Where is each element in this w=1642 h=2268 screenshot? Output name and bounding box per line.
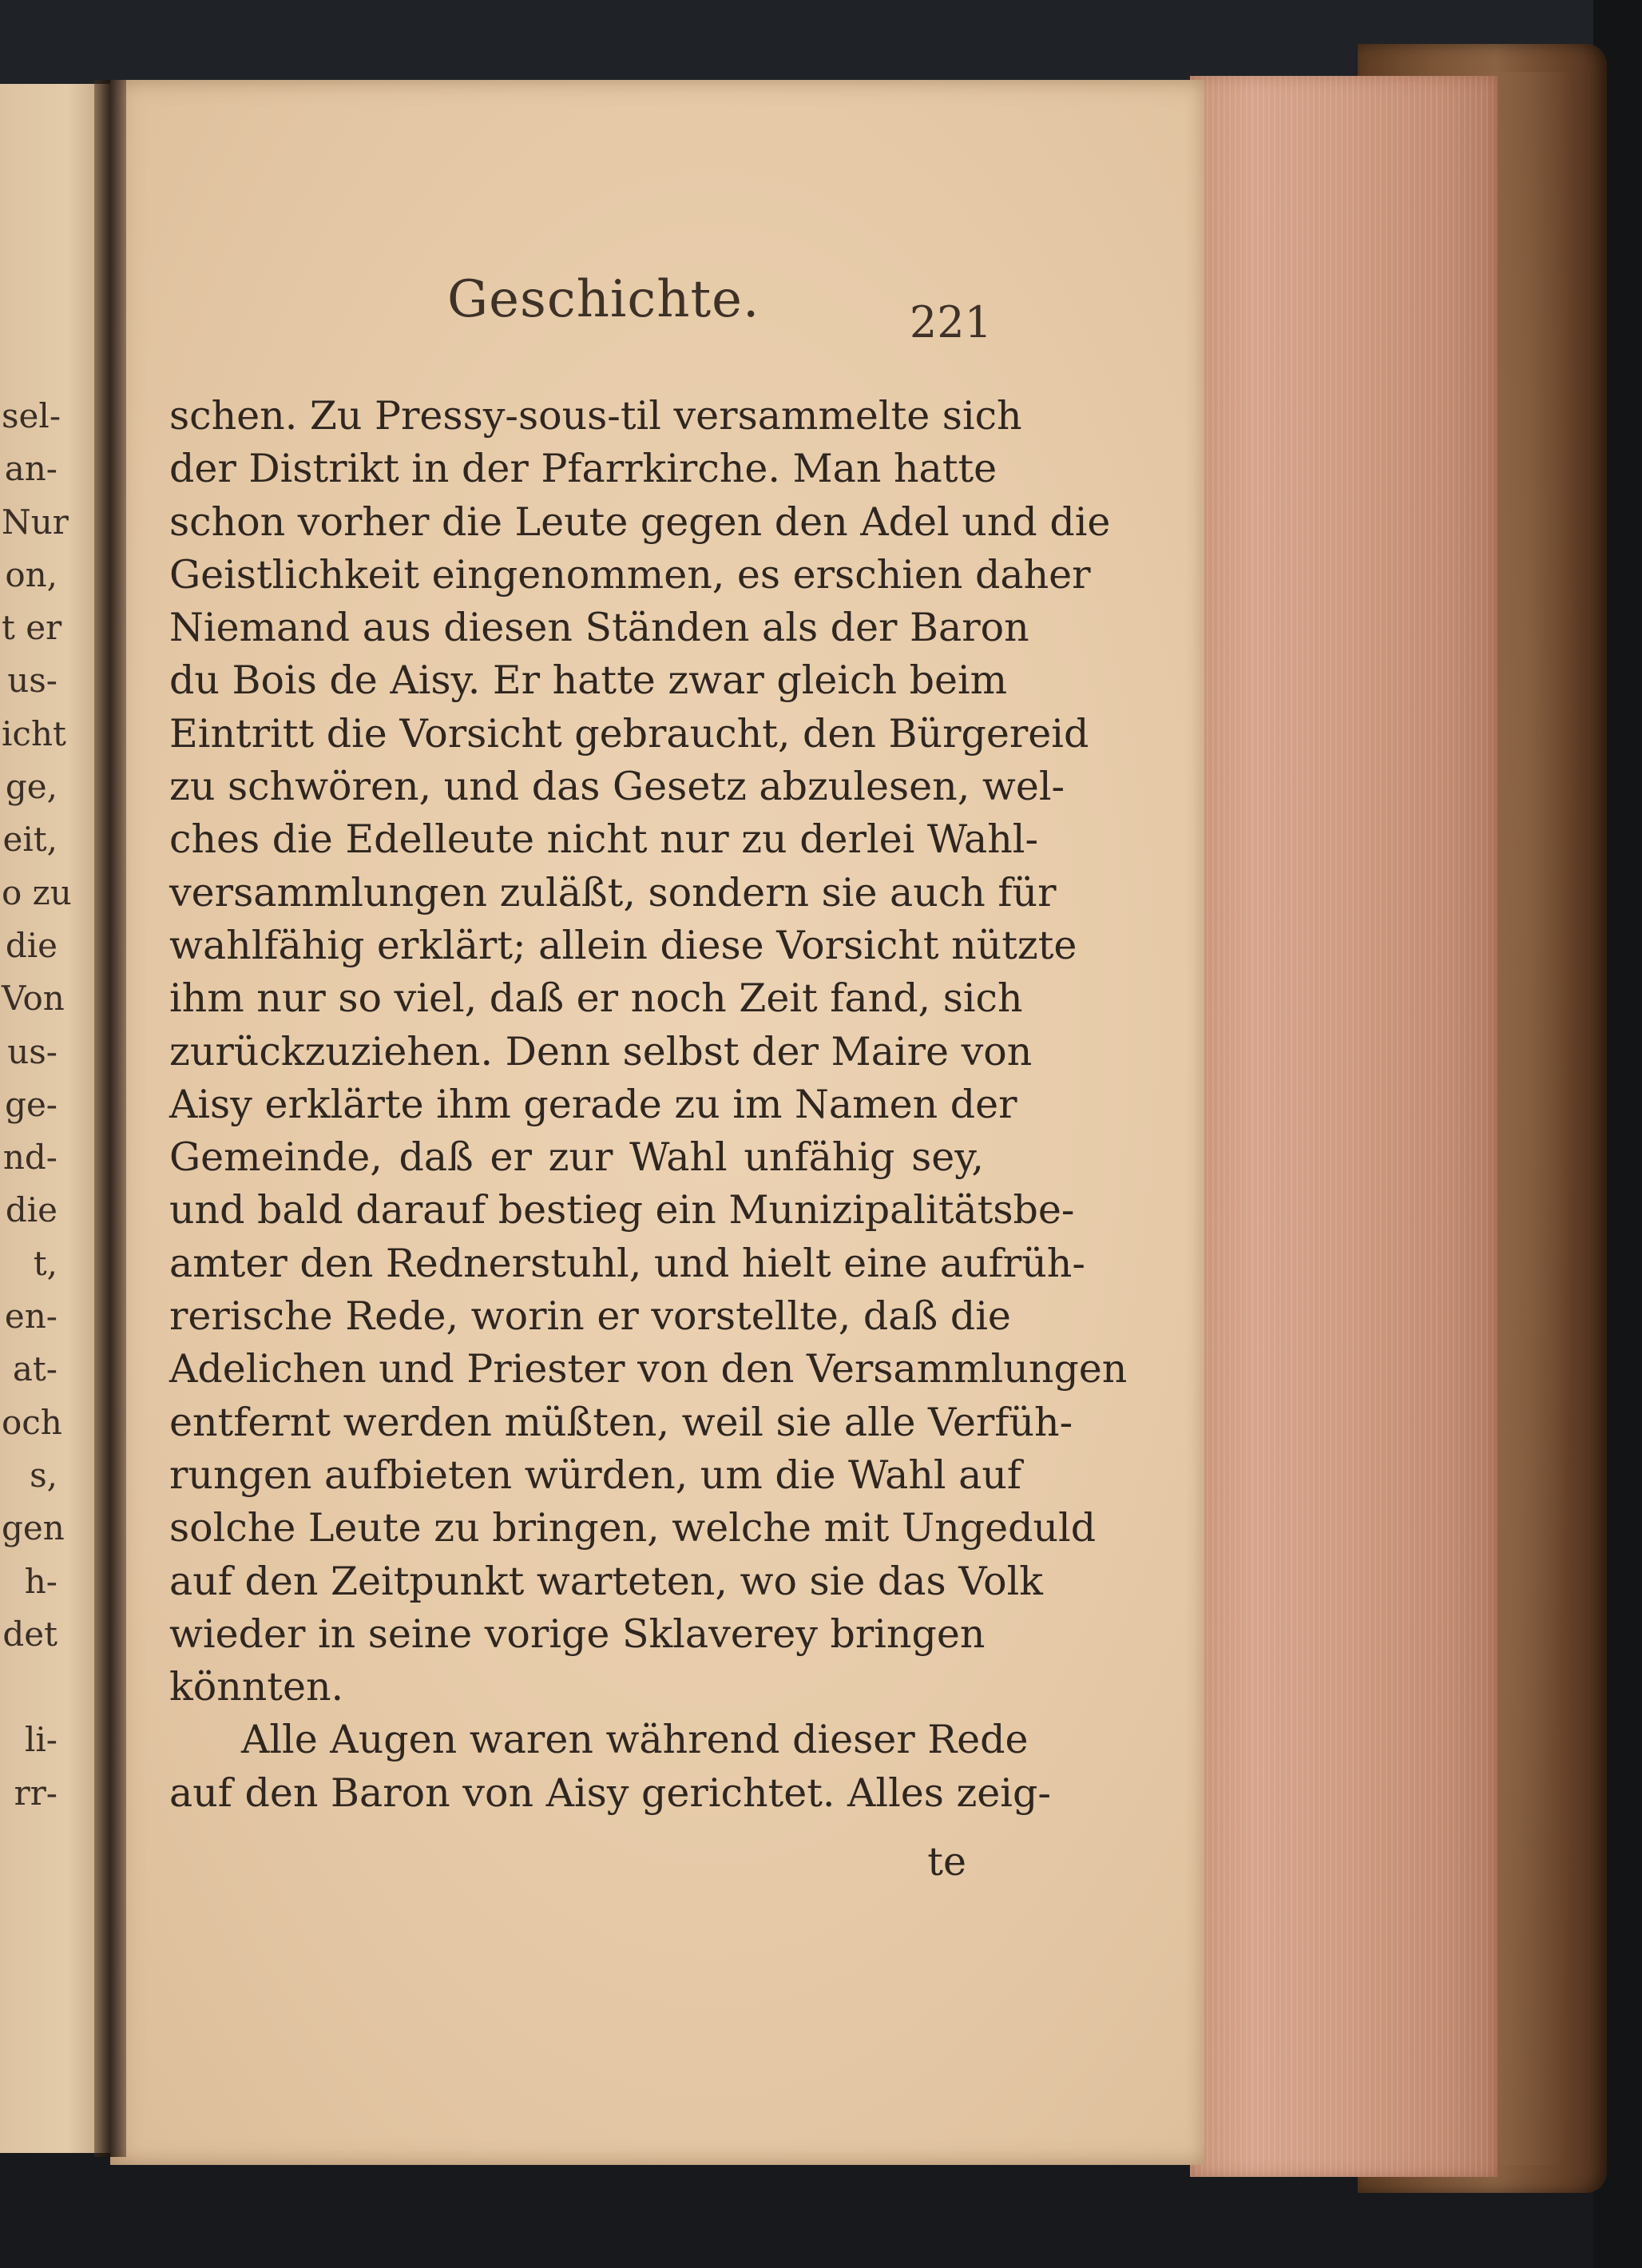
text-line: Niemand aus diesen Ständen als der Baron <box>169 605 1029 651</box>
left-fragment: och <box>2 1402 62 1442</box>
left-fragment: an- <box>4 449 58 489</box>
running-head: Geschichte. <box>447 270 760 329</box>
page-number: 221 <box>909 297 992 348</box>
left-fragment: Von <box>2 979 65 1019</box>
text-line: wieder in seine vorige Sklaverey bringen <box>169 1611 986 1657</box>
left-page-fragments <box>2 390 72 1820</box>
text-line: du Bois de Aisy. Er hatte zwar gleich beim <box>169 657 1008 704</box>
text-line: amter den Rednerstuhl, und hielt eine aufrüh- <box>169 1240 1085 1286</box>
left-fragment: li- <box>24 1720 58 1760</box>
text-line: ches die Edelleute nicht nur zu derlei Wahl- <box>169 816 1039 863</box>
left-fragment: Nur <box>2 502 69 542</box>
left-fragment: us- <box>7 1031 58 1071</box>
text-line: Geistlichkeit eingenommen, es erschien daher <box>169 551 1091 598</box>
left-fragment: o zu <box>2 872 72 912</box>
gutter <box>94 80 126 2157</box>
left-fragment: icht <box>2 713 66 753</box>
text-line: rerische Rede, worin er vorstellte, daß die <box>169 1293 1011 1340</box>
text-line: zurückzuziehen. Denn selbst der Maire von <box>169 1028 1033 1074</box>
left-fragment: t er <box>2 608 62 648</box>
left-fragment: rr- <box>14 1773 58 1813</box>
left-fragment: h- <box>24 1561 58 1601</box>
text-line: wahlfähig erklärt; allein diese Vorsicht nützte <box>169 922 1077 968</box>
text-line: ihm nur so viel, daß er noch Zeit fand, sich <box>169 975 1023 1022</box>
left-fragment: die <box>5 925 58 965</box>
catchword: te <box>927 1839 966 1885</box>
text-line: entfernt werden müßten, weil sie alle Verfüh- <box>169 1399 1073 1445</box>
text-line: versammlungen zuläßt, sondern sie auch für <box>169 869 1057 916</box>
text-line: zu schwören, und das Gesetz abzulesen, wel- <box>169 764 1065 810</box>
left-fragment: on, <box>5 554 58 594</box>
text-line: solche Leute zu bringen, welche mit Ungeduld <box>169 1505 1097 1551</box>
text-line: auf den Zeitpunkt warteten, wo sie das Volk <box>169 1558 1043 1604</box>
left-fragment: en- <box>4 1297 58 1337</box>
text-line: auf den Baron von Aisy gerichtet. Alles zeig- <box>169 1770 1051 1816</box>
text-line: Gemeinde, daß er zur Wahl unfähig sey, <box>169 1134 984 1181</box>
left-fragment <box>2 1661 58 1714</box>
left-fragment: s, <box>30 1455 58 1495</box>
left-fragment: det <box>2 1614 58 1654</box>
left-fragment: ge- <box>5 1084 58 1124</box>
left-fragment: ge, <box>5 767 58 807</box>
left-fragment: die <box>5 1190 58 1230</box>
text-line: und bald darauf bestieg ein Munizipalitätsbe- <box>169 1187 1075 1233</box>
text-line: rungen aufbieten würden, um die Wahl auf <box>169 1452 1022 1498</box>
page-block-edge <box>1190 76 1497 2177</box>
left-fragment: at- <box>12 1349 58 1389</box>
left-fragment: nd- <box>2 1138 58 1178</box>
text-line: Aisy erklärte ihm gerade zu im Namen der <box>169 1081 1017 1127</box>
left-fragment: eit, <box>2 820 58 860</box>
text-line: schon vorher die Leute gegen den Adel und die <box>169 498 1111 545</box>
text-line: der Distrikt in der Pfarrkirche. Man hatte <box>169 446 997 492</box>
left-fragment: sel- <box>2 396 61 435</box>
body-text <box>169 390 1128 1820</box>
left-fragment: t, <box>33 1243 58 1283</box>
text-line: schen. Zu Pressy-sous-til versammelte sich <box>169 393 1022 439</box>
text-line: Eintritt die Vorsicht gebraucht, den Bürgereid <box>169 710 1089 757</box>
text-line: Adelichen und Priester von den Versammlungen <box>169 1346 1128 1392</box>
text-line: Alle Augen waren während dieser Rede <box>241 1717 1029 1763</box>
text-line: könnten. <box>169 1664 344 1710</box>
left-fragment: us- <box>7 661 58 701</box>
left-fragment: gen <box>2 1508 65 1548</box>
